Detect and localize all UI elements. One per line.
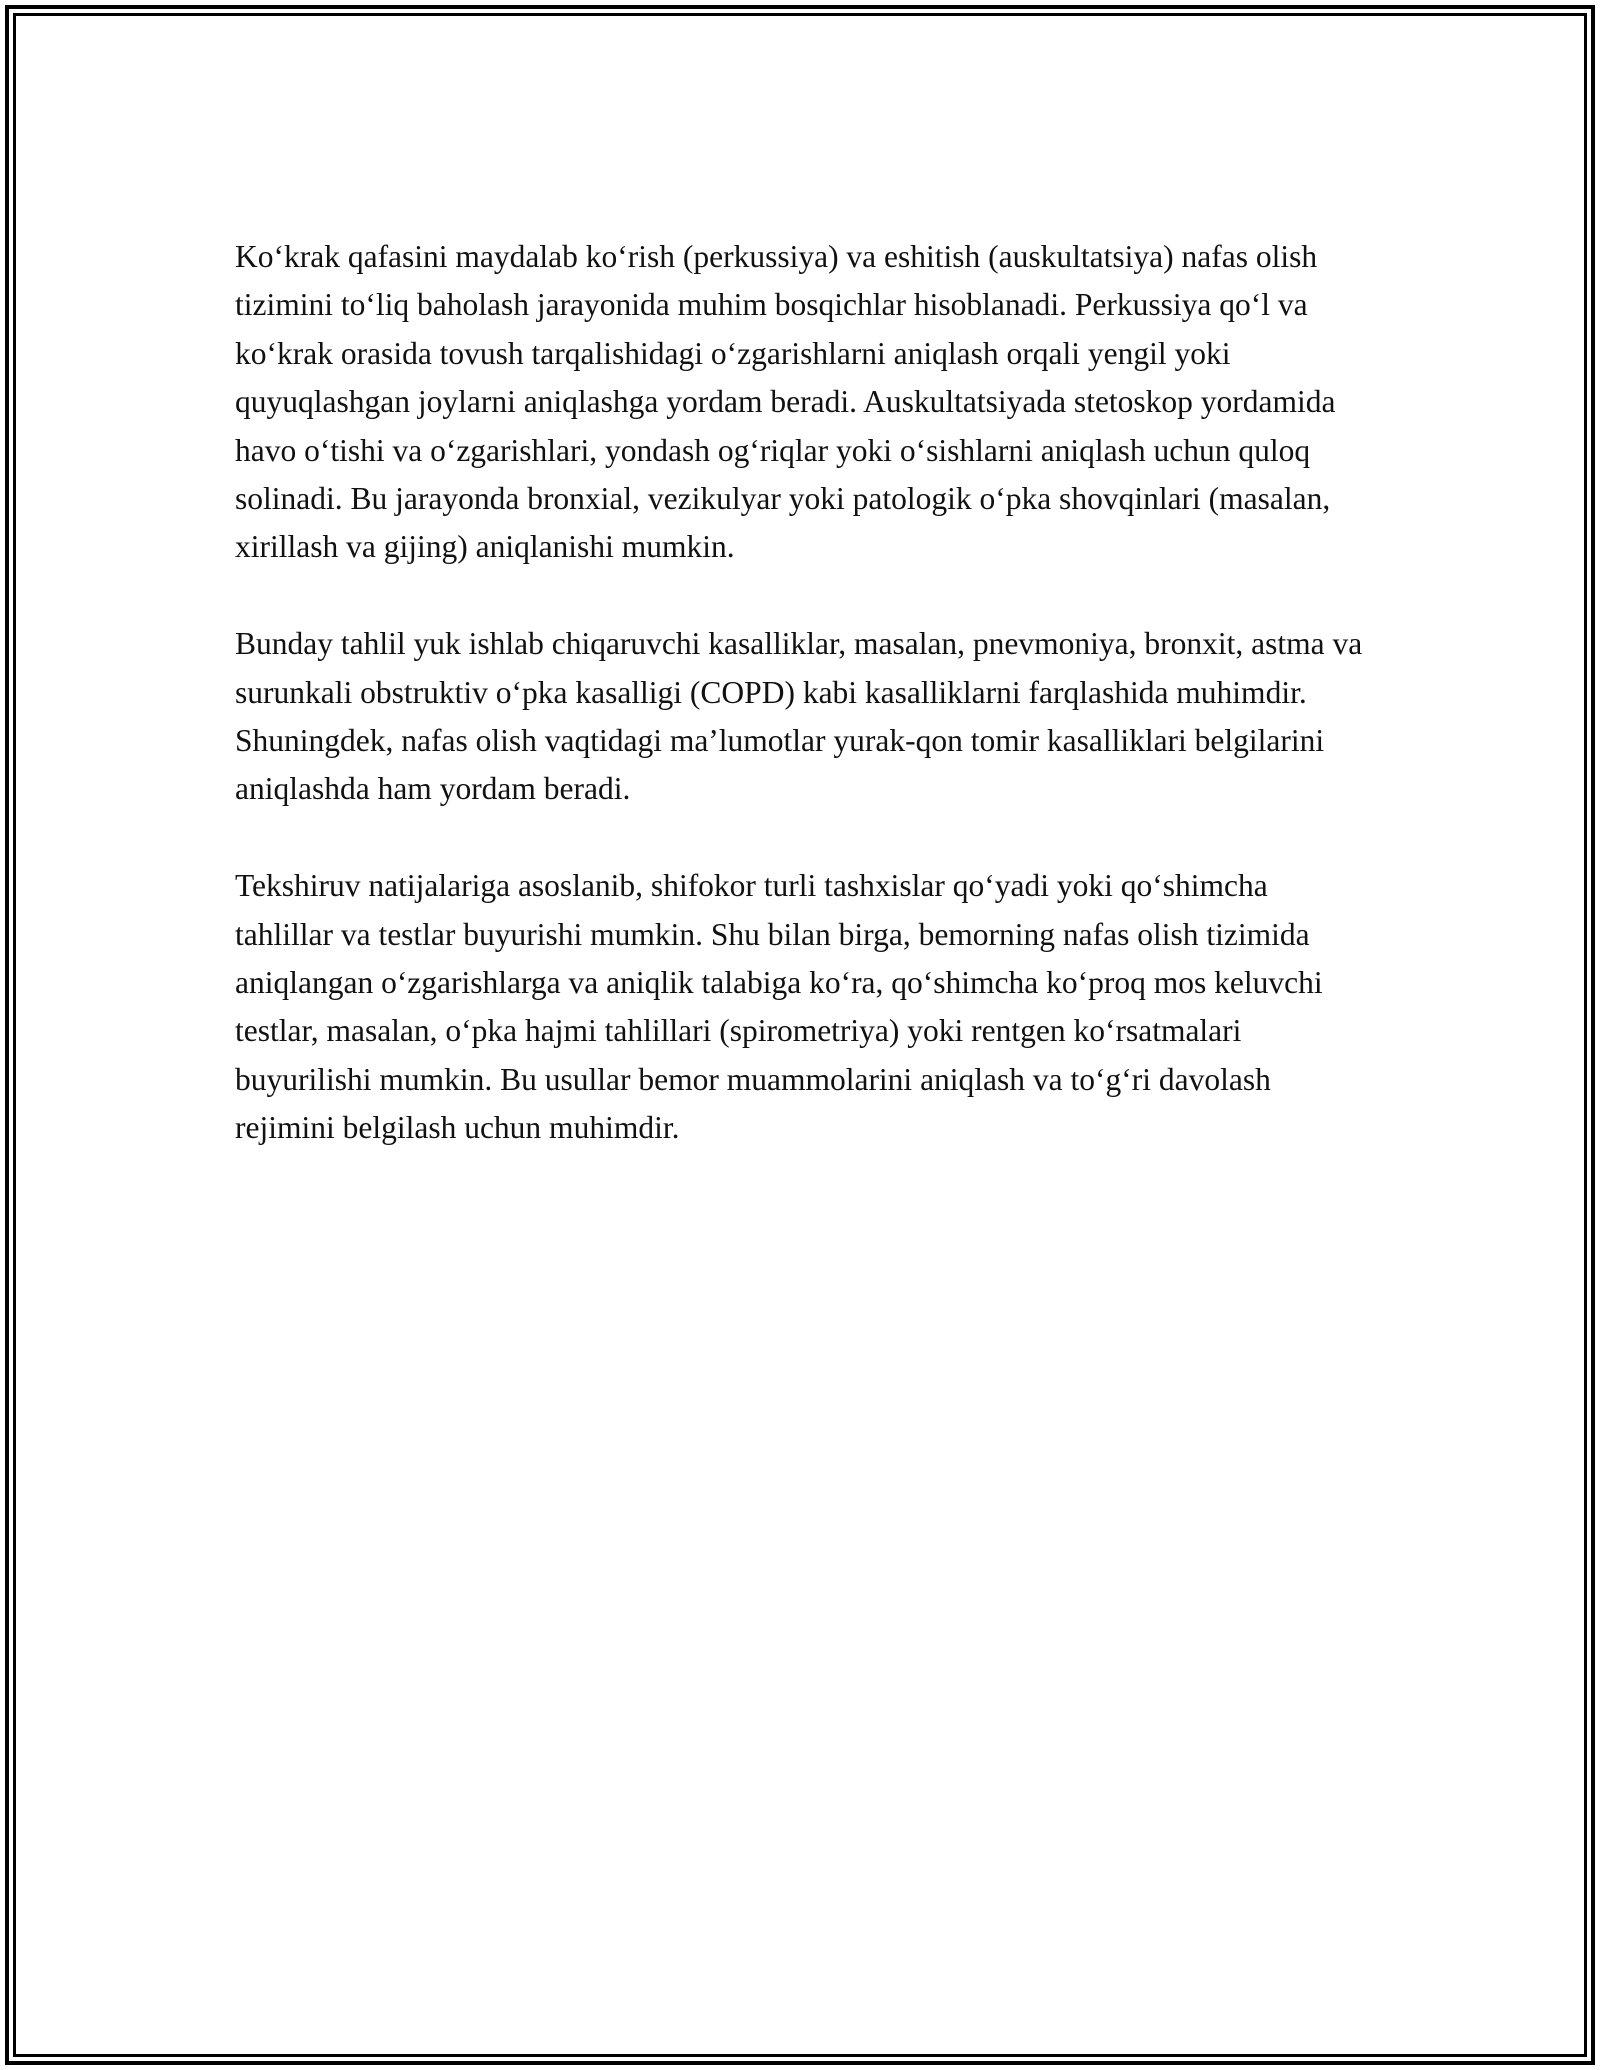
paragraph-perkussiya-auskultatsiya: Ko‘krak qafasini maydalab ko‘rish (perkussiya) va eshitish (auskultatsiya) nafas olish tizimini to‘liq baholash jarayonida muhim bosqichlar hisoblanadi. Perkussiya qo‘l va ko‘krak orasida tovush tarqalishidagi o‘zgarishlarni aniqlash orqali yengil yoki quyuqlashgan joylarni aniqlashga yordam beradi. Auskultatsiyada stetoskop yordamida havo o‘tishi va o‘zgarishlari, yondash og‘riqlar yoki o‘sishlarni aniqlash uchun quloq solinadi. Bu jarayonda bronxial, vezikulyar yoki patologik o‘pka shovqinlari (masalan, xirillash va gijing) aniqlanishi mumkin. [235,239,1336,565]
document-body [235,233,1365,1201]
paragraph-tekshiruv-natijalari: Tekshiruv natijalariga asoslanib, shifokor turli tashxislar qo‘yadi yoki qo‘shimcha tahlillar va testlar buyurishi mumkin. Shu bilan birga, bemorning nafas olish tizimida aniqlangan o‘zgarishlarga va aniqlik talabiga ko‘ra, qo‘shimcha ko‘proq mos keluvchi testlar, masalan, o‘pka hajmi tahlillari (spirometriya) yoki rentgen ko‘rsatmalari buyurilishi mumkin. Bu usullar bemor muammolarini aniqlash va to‘g‘ri davolash rejimini belgilash uchun muhimdir. [235,868,1323,1146]
paragraph-kasalliklar: Bunday tahlil yuk ishlab chiqaruvchi kasalliklar, masalan, pnevmoniya, bronxit, astma va surunkali obstruktiv o‘pka kasalligi (COPD) kabi kasalliklarni farqlashida muhimdir. Shuningdek, nafas olish vaqtidagi ma’lumotlar yurak-qon tomir kasalliklari belgilarini aniqlashda ham yordam beradi. [235,626,1363,807]
